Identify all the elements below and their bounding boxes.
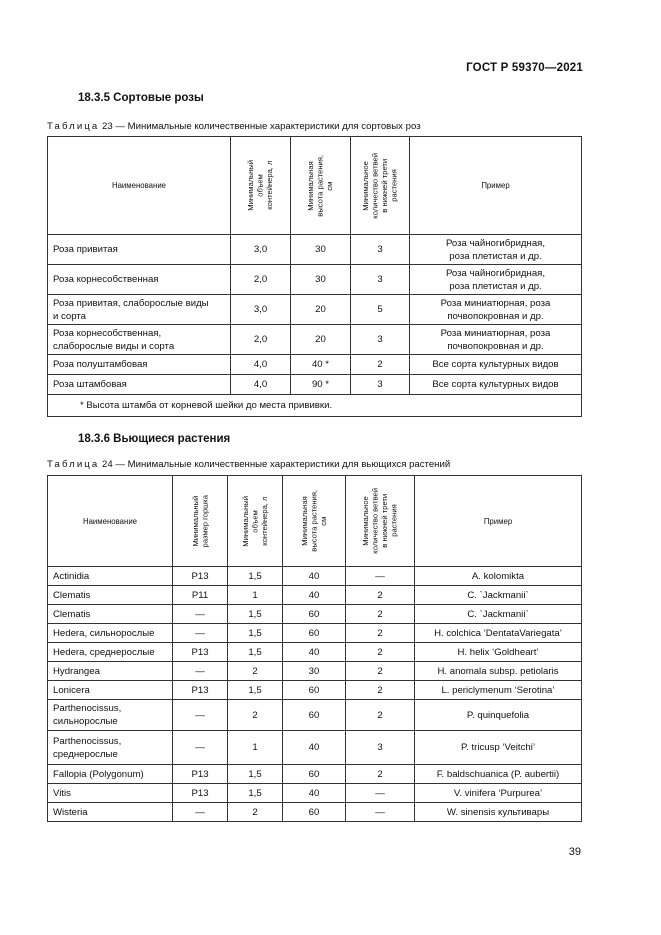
table-row: [48, 700, 582, 731]
table-cell: 40 *: [291, 355, 351, 375]
table-cell: Роза штамбовая: [48, 375, 231, 395]
page-number: 39: [568, 846, 581, 858]
table-cell: 3,0: [231, 295, 291, 325]
table-cell: 60: [283, 765, 346, 784]
table-cell: Parthenocissus, сильнорослые: [48, 700, 173, 731]
table-caption-23: Таблица 23 — Минимальные количественные характеристики для сортовых роз: [47, 121, 421, 132]
table-cell: C. `Jackmanii`: [415, 605, 582, 624]
document-code: ГОСТ Р 59370—2021: [466, 62, 583, 74]
table-cell: Роза чайногибридная, роза плетистая и др.: [410, 265, 582, 295]
table-row: [48, 662, 582, 681]
table-cell: 1,5: [228, 643, 283, 662]
column-header: Минимальное количество ветвей в нижней трети растения: [351, 137, 410, 235]
table-cell: 1: [228, 731, 283, 765]
table-row: [48, 567, 582, 586]
table-cell: P13: [173, 765, 228, 784]
table-cell: 1,5: [228, 605, 283, 624]
table-cell: Parthenocissus, среднерослые: [48, 731, 173, 765]
table-cell: 30: [283, 662, 346, 681]
table-cell: H. colchica ‘DentataVariegata’: [415, 624, 582, 643]
table-cell: 2: [346, 643, 415, 662]
table-cell: 30: [291, 235, 351, 265]
roses-table: [47, 136, 582, 417]
table-row: [48, 681, 582, 700]
table-cell: —: [173, 624, 228, 643]
table-cell: Роза миниатюрная, роза почвопокровная и др.: [410, 325, 582, 355]
table-cell: 4,0: [231, 355, 291, 375]
table-cell: H. helix ‘Goldheart’: [415, 643, 582, 662]
table-cell: 2: [228, 700, 283, 731]
table-cell: Роза привитая: [48, 235, 231, 265]
table-cell: P13: [173, 681, 228, 700]
table-cell: 90 *: [291, 375, 351, 395]
table-cell: —: [346, 784, 415, 803]
table-cell: 20: [291, 325, 351, 355]
table-row: [48, 731, 582, 765]
table-cell: 2: [346, 662, 415, 681]
table-cell: 3: [351, 325, 410, 355]
table-cell: Clematis: [48, 586, 173, 605]
table-cell: 60: [283, 681, 346, 700]
table-row: [48, 375, 582, 395]
table-cell: 2: [346, 700, 415, 731]
column-header: Минимальная высота растения, см: [283, 476, 346, 567]
column-header: Минимальный размер горшка: [173, 476, 228, 567]
table-cell: 3: [346, 731, 415, 765]
table-cell: 1,5: [228, 784, 283, 803]
table-cell: P13: [173, 567, 228, 586]
table-cell: A. kolomikta: [415, 567, 582, 586]
table-cell: 2: [346, 624, 415, 643]
table-cell: Fallopia (Polygonum): [48, 765, 173, 784]
table-cell: V. vinifera ‘Purpurea’: [415, 784, 582, 803]
table-cell: 60: [283, 700, 346, 731]
table-cell: 2: [346, 586, 415, 605]
table-cell: 2: [228, 803, 283, 822]
table-cell: Actinidia: [48, 567, 173, 586]
table-row: [48, 765, 582, 784]
table-cell: 2: [228, 662, 283, 681]
table-cell: —: [173, 700, 228, 731]
column-header: Наименование: [48, 476, 173, 567]
table-cell: 40: [283, 586, 346, 605]
table-row: [48, 295, 582, 325]
table-row: [48, 235, 582, 265]
table-cell: 40: [283, 567, 346, 586]
table-cell: Все сорта культурных видов: [410, 355, 582, 375]
table-cell: Hedera, среднерослые: [48, 643, 173, 662]
table-cell: Роза миниатюрная, роза почвопокровная и др.: [410, 295, 582, 325]
table-cell: Роза корнесобственная, слаборослые виды и сорта: [48, 325, 231, 355]
table-cell: —: [173, 731, 228, 765]
table-cell: F. baldschuanica (P. aubertii): [415, 765, 582, 784]
table-cell: 5: [351, 295, 410, 325]
table-cell: H. anomala subsp. petiolaris: [415, 662, 582, 681]
table-cell: Wisteria: [48, 803, 173, 822]
table-cell: 1,5: [228, 624, 283, 643]
column-header: Минимальное количество ветвей в нижней трети растения: [346, 476, 415, 567]
table-cell: 60: [283, 605, 346, 624]
column-header: Наименование: [48, 137, 231, 235]
table-cell: Все сорта культурных видов: [410, 375, 582, 395]
table-row: [48, 624, 582, 643]
table-cell: 1,5: [228, 681, 283, 700]
table-cell: 40: [283, 731, 346, 765]
table-caption-24: Таблица 24 — Минимальные количественные характеристики для вьющихся растений: [47, 459, 451, 470]
table-cell: 1,5: [228, 567, 283, 586]
table-cell: —: [173, 662, 228, 681]
table-cell: —: [173, 605, 228, 624]
table-cell: Lonicera: [48, 681, 173, 700]
table-footnote: * Высота штамба от корневой шейки до места прививки.: [48, 395, 582, 417]
column-header: Минимальный объем контейнера, л: [228, 476, 283, 567]
table-cell: Hydrangea: [48, 662, 173, 681]
table-cell: 2: [351, 355, 410, 375]
table-cell: P13: [173, 643, 228, 662]
table-cell: 30: [291, 265, 351, 295]
table-row: [48, 605, 582, 624]
table-cell: Роза полуштамбовая: [48, 355, 231, 375]
table-cell: W. sinensis культивары: [415, 803, 582, 822]
table-cell: Роза чайногибридная, роза плетистая и др.: [410, 235, 582, 265]
table-cell: 3: [351, 265, 410, 295]
table-footnote-row: [48, 395, 582, 417]
table-cell: 2: [346, 765, 415, 784]
column-header: Минимальная высота растения, см: [291, 137, 351, 235]
table-cell: L. periclymenum ‘Serotina’: [415, 681, 582, 700]
table-cell: 3: [351, 375, 410, 395]
table-cell: —: [346, 803, 415, 822]
section-title-climbers: 18.3.6 Вьющиеся растения: [78, 433, 231, 445]
table-cell: 3,0: [231, 235, 291, 265]
table-cell: 1: [228, 586, 283, 605]
table-cell: 40: [283, 784, 346, 803]
climbers-table: [47, 475, 582, 822]
table-cell: 1,5: [228, 765, 283, 784]
table-cell: Роза привитая, слаборослые виды и сорта: [48, 295, 231, 325]
table-row: [48, 803, 582, 822]
table-cell: C. `Jackmanii`: [415, 586, 582, 605]
section-title-roses: 18.3.5 Сортовые розы: [78, 92, 204, 104]
table-cell: Роза корнесобственная: [48, 265, 231, 295]
table-cell: —: [346, 567, 415, 586]
table-cell: 2: [346, 681, 415, 700]
table-cell: 4,0: [231, 375, 291, 395]
table-row: [48, 355, 582, 375]
table-row: [48, 265, 582, 295]
table-cell: 60: [283, 624, 346, 643]
table-cell: —: [173, 803, 228, 822]
table-cell: 2: [346, 605, 415, 624]
table-row: [48, 586, 582, 605]
table-cell: 60: [283, 803, 346, 822]
table-cell: Clematis: [48, 605, 173, 624]
table-row: [48, 784, 582, 803]
column-header: Минимальный объем контейнера, л: [231, 137, 291, 235]
table-cell: P. tricusp ‘Veitchi’: [415, 731, 582, 765]
table-cell: 20: [291, 295, 351, 325]
table-cell: Vitis: [48, 784, 173, 803]
table-cell: P11: [173, 586, 228, 605]
table-row: [48, 325, 582, 355]
column-header: Пример: [415, 476, 582, 567]
column-header: Пример: [410, 137, 582, 235]
table-cell: 40: [283, 643, 346, 662]
table-cell: 2,0: [231, 325, 291, 355]
table-cell: Hedera, сильнорослые: [48, 624, 173, 643]
table-row: [48, 643, 582, 662]
table-cell: P13: [173, 784, 228, 803]
table-cell: 3: [351, 235, 410, 265]
table-cell: 2,0: [231, 265, 291, 295]
table-cell: P. quinquefolia: [415, 700, 582, 731]
